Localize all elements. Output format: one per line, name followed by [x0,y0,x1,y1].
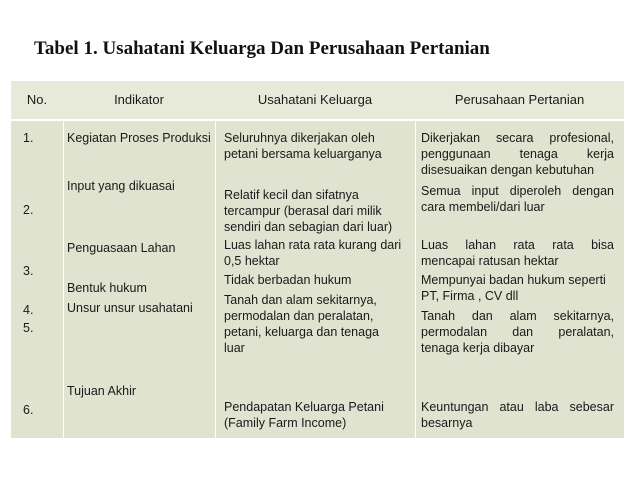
keluarga-line: Seluruhnya dikerjakan oleh [224,131,375,145]
keluarga-line: 0,5 hektar [224,254,280,268]
perusahaan-line: Semua input diperoleh dengan [421,184,614,198]
header-no: No. [26,92,48,107]
row-number: 3. [23,264,34,278]
keluarga-line: petani, keluarga dan tenaga [224,325,379,339]
keluarga-line: luar [224,341,245,355]
keluarga-line: Relatif kecil dan sifatnya [224,188,359,202]
perusahaan-line: Tanah dan alam sekitarnya, [421,309,614,323]
perusahaan-line: mencapai ratusan hektar [421,254,559,268]
table-body [11,121,624,438]
comparison-table [11,81,624,438]
perusahaan-line: besarnya [421,416,473,430]
table-header-row [11,81,624,121]
keluarga-line: (Family Farm Income) [224,416,347,430]
row-number: 5. [23,321,34,335]
column-divider [215,121,216,438]
perusahaan-line: permodalan dan peralatan, [421,325,614,339]
row-number: 4. [23,303,34,317]
perusahaan-line: tenaga kerja dibayar [421,341,535,355]
indikator-cell: Tujuan Akhir [67,384,137,398]
row-number: 1. [23,131,34,145]
keluarga-line: sendiri dan sebagian dari luar) [224,220,393,234]
row-number: 6. [23,403,34,417]
header-indikator: Indikator [114,92,164,107]
indikator-cell: Input yang dikuasai [67,179,175,193]
keluarga-line: Luas lahan rata rata kurang dari [224,238,402,252]
indikator-cell: Unsur unsur usahatani [67,301,193,315]
header-usahatani-keluarga: Usahatani Keluarga [257,92,373,107]
perusahaan-line: Mempunyai badan hukum seperti [421,273,606,287]
column-divider [63,121,64,438]
indikator-cell: Penguasaan Lahan [67,241,176,255]
page-title: Tabel 1. Usahatani Keluarga Dan Perusahaan Pertanian [34,38,490,59]
indikator-cell: Bentuk hukum [67,281,147,295]
header-perusahaan-pertanian: Perusahaan Pertanian [454,92,585,107]
keluarga-line: permodalan dan peralatan, [224,309,374,323]
perusahaan-line: cara membeli/dari luar [421,200,545,214]
perusahaan-line: Luas lahan rata rata bisa [421,238,614,252]
keluarga-line: Tidak berbadan hukum [224,273,352,287]
keluarga-line: Tanah dan alam sekitarnya, [224,293,377,307]
perusahaan-line: penggunaan tenaga kerja [421,147,614,161]
perusahaan-line: Keuntungan atau laba sebesar [421,400,614,414]
indikator-cell: Kegiatan Proses Produksi [67,131,211,145]
keluarga-line: tercampur (berasal dari milik [224,204,382,218]
column-divider [415,121,416,438]
row-number: 2. [23,203,34,217]
perusahaan-line: disesuaikan dengan kebutuhan [421,163,595,177]
perusahaan-line: Dikerjakan secara profesional, [421,131,614,145]
keluarga-line: Pendapatan Keluarga Petani [224,400,384,414]
keluarga-line: petani bersama keluarganya [224,147,382,161]
perusahaan-line: PT, Firma , CV dll [421,289,519,303]
